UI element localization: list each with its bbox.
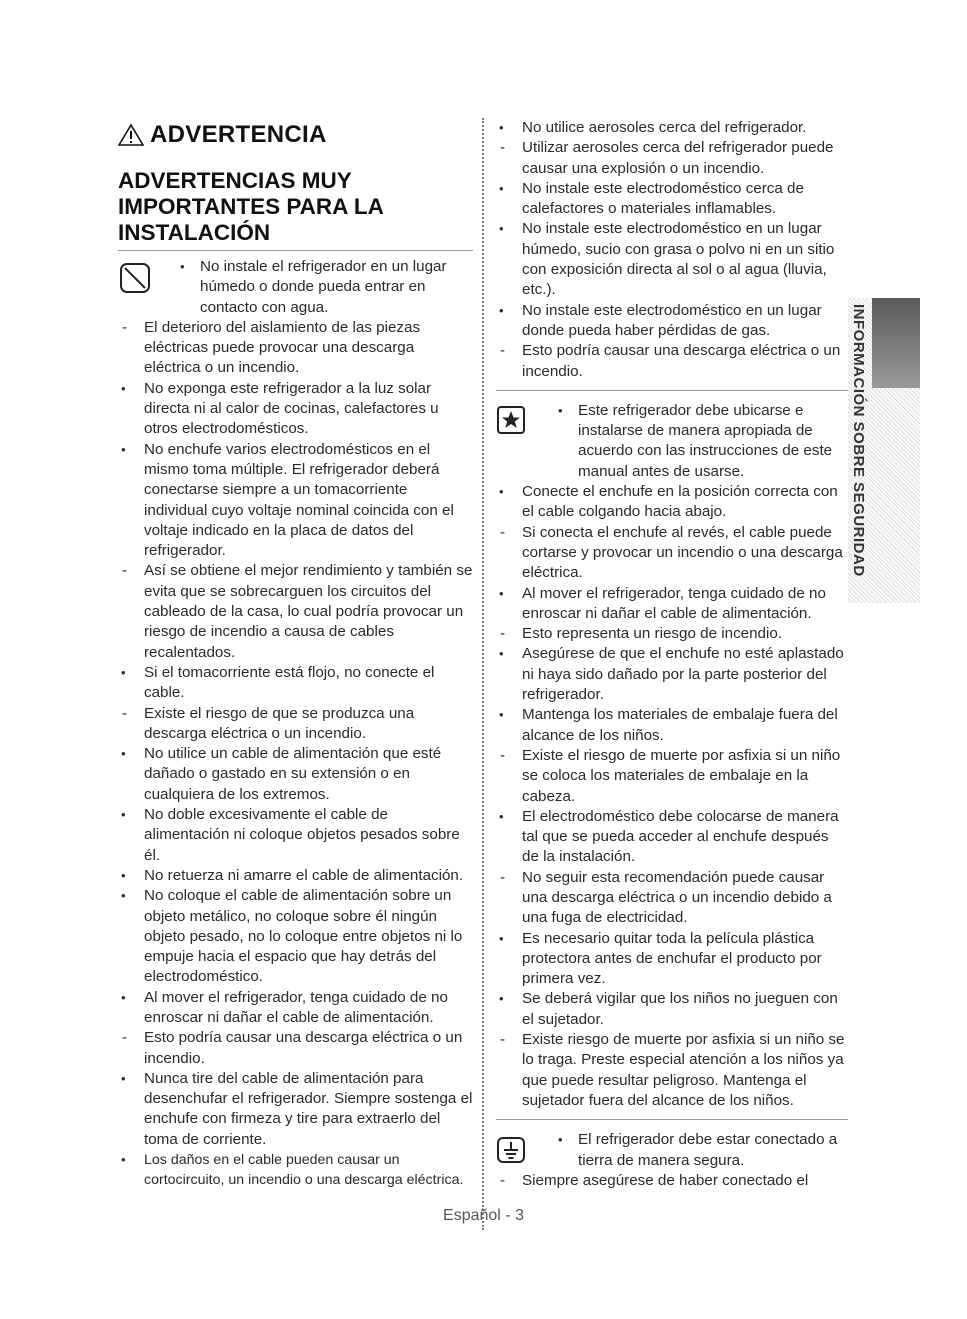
warning-triangle-icon — [118, 124, 144, 146]
item-text: No instale este electrodoméstico cerca de calefactores o materiales inflamables. — [522, 179, 804, 218]
right-list-top — [496, 118, 848, 382]
bullet-item — [118, 744, 473, 805]
dash-marker: - — [500, 139, 506, 157]
consequence-item — [496, 1030, 848, 1111]
item-text: Se deberá vigilar que los niños no jueguen con el sujetador. — [522, 990, 838, 1028]
consequence-item — [496, 746, 848, 807]
bullet-marker: • — [121, 441, 126, 457]
item-text: Utilizar aerosoles cerca del refrigerador puede causar una explosión o un incendio. — [522, 139, 834, 177]
item-text: No seguir esta recomendación puede causar una descarga eléctrica o un incendio debido a una fuga de electricidad. — [522, 868, 832, 927]
warning-title: ADVERTENCIA — [150, 120, 327, 148]
bullet-marker: • — [121, 888, 126, 904]
section-title: ADVERTENCIAS MUY IMPORTANTES PARA LA INSTALACIÓN — [118, 168, 473, 251]
dash-marker: - — [500, 1031, 506, 1049]
item-text: No doble excesivamente el cable de alimentación ni coloque objetos pesados sobre él. — [144, 806, 460, 864]
install-note: • Este refrigerador debe ubicarse e instalarse de manera apropiada de acuerdo con las instrucciones de este manual antes de usarse. — [496, 401, 848, 482]
bullet-marker: • — [499, 302, 504, 318]
consequence-item — [496, 868, 848, 929]
bullet-item — [118, 805, 473, 866]
bullet-item — [496, 644, 848, 705]
note-text: No instale el refrigerador en un lugar húmedo o donde pueda entrar en contacto con agua. — [200, 258, 447, 316]
right-column — [496, 118, 848, 1191]
bullet-item — [118, 886, 473, 987]
bullet-item — [496, 929, 848, 990]
divider — [496, 390, 848, 391]
bullet-item — [118, 1069, 473, 1150]
side-tab-marker — [872, 298, 920, 388]
consequence-item — [496, 624, 848, 644]
bullet-item — [496, 807, 848, 868]
item-text: No enchufe varios electrodomésticos en el mismo toma múltiple. El refrigerador deberá conectarse siempre a un tomacorriente individual cuyo voltaje nominal coincida con el voltaje indicado en la placa de datos del refrigerador. — [144, 440, 454, 560]
bullet-item — [118, 1150, 473, 1191]
item-text: Existe el riesgo de que se produzca una descarga eléctrica o un incendio. — [144, 704, 415, 742]
bullet-marker: • — [499, 120, 504, 135]
item-text: Esto representa un riesgo de incendio. — [522, 625, 783, 643]
dash-marker: - — [500, 746, 506, 764]
bullet-marker: • — [499, 484, 504, 500]
item-text: El electrodoméstico debe colocarse de manera tal que se pueda acceder al enchufe después de la instalación. — [522, 807, 839, 866]
bullet-marker: • — [499, 808, 504, 824]
bullet-item — [496, 118, 848, 138]
item-text: No instale este electrodoméstico en un lugar donde pueda haber pérdidas de gas. — [522, 301, 822, 339]
no-water-icon — [118, 261, 152, 301]
left-list — [118, 318, 473, 1191]
dash-marker: - — [122, 704, 128, 722]
bullet-marker: • — [499, 646, 504, 662]
bullet-item — [496, 179, 848, 220]
ground-icon — [496, 1134, 526, 1174]
item-text: Si el tomacorriente está flojo, no conecte el cable. — [144, 663, 435, 702]
bullet-marker: • — [121, 807, 126, 823]
item-text: Si conecta el enchufe al revés, el cable puede cortarse y provocar un incendio o una descarga eléctrica. — [522, 523, 843, 582]
item-text: No utilice un cable de alimentación que esté dañado o gastado en su extensión o en cualquiera de los extremos. — [144, 745, 442, 803]
bullet-marker: • — [121, 746, 126, 762]
item-text: Mantenga los materiales de embalaje fuera del alcance de los niños. — [522, 706, 838, 744]
consequence-item — [118, 704, 473, 745]
side-tab-label: INFORMACIÓN SOBRE SEGURIDAD — [850, 304, 867, 577]
bullet-marker: • — [121, 664, 126, 680]
dash-marker: - — [500, 342, 506, 360]
bullet-marker: • — [499, 585, 504, 601]
right-list-mid — [496, 482, 848, 1111]
bullet-item — [118, 440, 473, 562]
consequence-item — [118, 561, 473, 662]
bullet-marker: • — [499, 180, 504, 196]
consequence-item — [496, 341, 848, 382]
item-text: Existe el riesgo de muerte por asfixia si un niño se coloca los materiales de embalaje en la cabeza. — [522, 746, 841, 805]
item-text: Esto podría causar una descarga eléctrica o un incendio. — [522, 342, 841, 380]
warning-heading — [118, 120, 473, 148]
bullet-item — [496, 301, 848, 342]
consequence-item — [118, 318, 473, 379]
item-text: No coloque el cable de alimentación sobre un objeto metálico, no coloque sobre él ningún objeto pesado, no lo coloque entre objetos ni lo empuje hacia el espacio que hay detrás del electrodoméstico. — [144, 887, 463, 986]
bullet-item — [496, 482, 848, 523]
item-text: Es necesario quitar toda la película plástica protectora antes de enchufar el producto por primera vez. — [522, 929, 822, 988]
item-text: No instale este electrodoméstico en un lugar húmedo, sucio con grasa o polvo ni en un sitio con exposición directa al sol o al agua (lluvia, etc.). — [522, 220, 835, 299]
bullet-marker: • — [121, 380, 126, 396]
dash-marker: - — [122, 562, 128, 580]
bullet-marker: • — [499, 221, 504, 237]
page-number: Español - 3 — [443, 1207, 524, 1224]
item-text: Nunca tire del cable de alimentación para desenchufar el refrigerador. Siempre sostenga el enchufe con firmeza y tire para extraerlo del toma de corriente. — [144, 1069, 473, 1148]
column-divider — [482, 118, 484, 1230]
bullet-marker: • — [121, 1152, 126, 1168]
item-text: Existe riesgo de muerte por asfixia si un niño se lo traga. Preste especial atención a los niños ya que puede resultar peligroso. Mantenga el sujetador fuera del alcance de los niños. — [522, 1031, 845, 1109]
item-text: No utilice aerosoles cerca del refrigerador. — [522, 119, 807, 136]
bullet-marker: • — [499, 991, 504, 1007]
note-text: Este refrigerador debe ubicarse e instalarse de manera apropiada de acuerdo con las instrucciones de este manual antes de usarse. — [578, 401, 833, 480]
divider — [496, 1119, 848, 1120]
item-text: Al mover el refrigerador, tenga cuidado de no enroscar ni dañar el cable de alimentación. — [522, 584, 826, 622]
star-icon — [496, 405, 526, 441]
bullet-item — [496, 989, 848, 1030]
dash-marker: - — [500, 625, 506, 643]
section-side-tab — [848, 298, 920, 603]
bullet-item — [118, 663, 473, 704]
right-list-bottom — [496, 1171, 848, 1191]
dash-marker: - — [122, 318, 128, 336]
item-text: No exponga este refrigerador a la luz solar directa ni al calor de cocinas, calefactores u otros electrodomésticos. — [144, 379, 439, 438]
left-column — [118, 118, 473, 1191]
no-water-note: • No instale el refrigerador en un lugar húmedo o donde pueda entrar en contacto con agua. — [118, 257, 473, 318]
consequence-item — [496, 138, 848, 179]
note-text: El refrigerador debe estar conectado a tierra de manera segura. — [578, 1131, 838, 1169]
bullet-marker: • — [499, 707, 504, 723]
item-text: Esto podría causar una descarga eléctrica o un incendio. — [144, 1029, 463, 1067]
bullet-item — [118, 988, 473, 1029]
bullet-marker: • — [121, 989, 126, 1005]
consequence-item — [496, 523, 848, 584]
ground-note: • El refrigerador debe estar conectado a tierra de manera segura. — [496, 1130, 848, 1171]
dash-marker: - — [500, 523, 506, 541]
item-text: No retuerza ni amarre el cable de alimentación. — [144, 866, 464, 884]
dash-marker: - — [500, 868, 506, 886]
bullet-item — [496, 219, 848, 300]
bullet-marker: • — [499, 930, 504, 946]
item-text: Asegúrese de que el enchufe no esté aplastado ni haya sido dañado por la parte posterior del refrigerador. — [522, 645, 844, 704]
dash-marker: - — [122, 1029, 128, 1047]
item-text: Así se obtiene el mejor rendimiento y también se evita que se sobrecarguen los circuitos del cableado de la casa, lo cual podría provocar un riesgo de incendio a causa de cables recalentados. — [144, 562, 473, 661]
item-text: Siempre asegúrese de haber conectado el — [522, 1171, 809, 1189]
item-text: Al mover el refrigerador, tenga cuidado de no enroscar ni dañar el cable de alimentación. — [144, 988, 448, 1026]
consequence-item — [118, 1028, 473, 1069]
bullet-item — [118, 866, 473, 886]
consequence-item — [496, 1171, 848, 1191]
item-text: El deterioro del aislamiento de las piezas eléctricas puede provocar una descarga eléctrica o un incendio. — [144, 318, 421, 377]
bullet-item — [496, 584, 848, 625]
bullet-marker: • — [121, 867, 126, 883]
item-text: Los daños en el cable pueden causar un cortocircuito, un incendio o una descarga eléctrica. — [144, 1152, 464, 1189]
bullet-item — [118, 379, 473, 440]
dash-marker: - — [500, 1171, 506, 1189]
item-text: Conecte el enchufe en la posición correcta con el cable colgando hacia abajo. — [522, 483, 838, 521]
bullet-marker: • — [121, 1070, 126, 1086]
bullet-item — [496, 705, 848, 746]
